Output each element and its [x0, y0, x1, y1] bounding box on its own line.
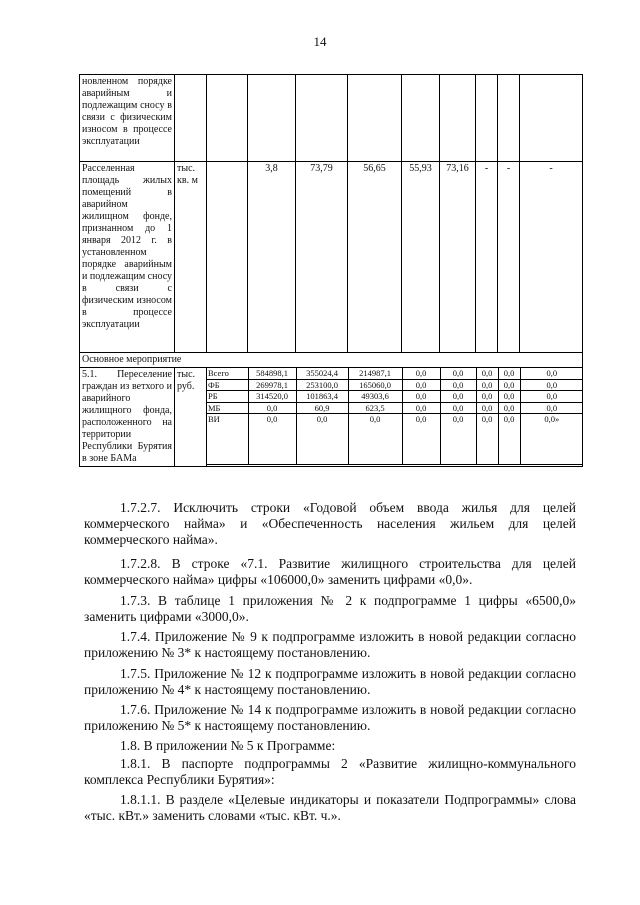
value-cell: 0,0	[402, 414, 440, 465]
funding-row	[207, 414, 583, 465]
value-cell: 0,0	[520, 391, 583, 403]
row-description: 5.1. Переселение граждан из ветхого и аварийного жилищного фонда, расположенного на территории Республики Бурятия в зоне БАМа	[80, 368, 175, 467]
table-row	[80, 162, 583, 353]
value-cell: 314520,0	[248, 391, 296, 403]
value-cell: 584898,1	[248, 368, 296, 379]
unit-cell: тыс. кв. м	[175, 162, 207, 353]
value-cell: 0,0	[440, 402, 476, 414]
page-number: 14	[313, 34, 327, 49]
value-cell: 0,0	[498, 414, 520, 465]
value-cell: 0,0	[402, 391, 440, 403]
paragraph: 1.7.2.8. В строке «7.1. Развитие жилищного строительства для целей коммерческого найма» цифры «106000,0» заменить цифрами «0,0».	[84, 556, 576, 587]
value-cell: 0,0	[520, 368, 583, 379]
value-cell: 73,16	[440, 162, 476, 353]
value-cell: 0,0	[296, 414, 348, 465]
paragraph: 1.7.6. Приложение № 14 к подпрограмме изложить в новой редакции согласно приложению № 5* к настоящему постановлению.	[84, 702, 576, 733]
value-cell: 0,0	[498, 402, 520, 414]
value-cell: 101863,4	[296, 391, 348, 403]
value-cell: 0,0	[520, 402, 583, 414]
funding-row	[207, 402, 583, 414]
value-cell: 0,0	[440, 391, 476, 403]
value-cell: 60,9	[296, 402, 348, 414]
funding-source-label: РБ	[207, 391, 248, 403]
paragraph: 1.8.1. В паспорте подпрограммы 2 «Развитие жилищно-коммунального комплекса Республики Бурятия»:	[84, 756, 576, 787]
funding-subtable	[207, 368, 583, 465]
value-cell: 0,0	[498, 368, 520, 379]
value-cell: 0,0	[520, 379, 583, 391]
value-cell: 0,0	[440, 368, 476, 379]
value-cell: 3,8	[248, 162, 296, 353]
value-cell: 0,0	[402, 379, 440, 391]
value-cell: 269978,1	[248, 379, 296, 391]
funding-source-label: Всего	[207, 368, 248, 379]
value-cell: -	[520, 162, 583, 353]
value-cell: 0,0	[476, 414, 498, 465]
unit-cell: тыс. руб.	[175, 368, 207, 467]
value-cell: -	[498, 162, 520, 353]
value-cell: 0,0	[440, 379, 476, 391]
value-cell: 56,65	[348, 162, 402, 353]
value-cell: 73,79	[296, 162, 348, 353]
value-cell: 214987,1	[348, 368, 402, 379]
value-cell: 0,0	[476, 391, 498, 403]
funding-source-label: ВИ	[207, 414, 248, 465]
value-cell: 49303,6	[348, 391, 402, 403]
value-cell: 0,0	[476, 368, 498, 379]
value-cell: 0,0	[498, 379, 520, 391]
value-cell: -	[476, 162, 498, 353]
value-cell: 0,0»	[520, 414, 583, 465]
row-description: Расселенная площадь жилых помещений в аварийном жилищном фонде, признанном до 1 января 2012 г. в установленном порядке аварийным и подлежащим сносу в связи с физическим износом в процессе эксплуатации	[80, 162, 175, 353]
funding-source-label: ФБ	[207, 379, 248, 391]
paragraph: 1.7.5. Приложение № 12 к подпрограмме изложить в новой редакции согласно приложению № 4* к настоящему постановлению.	[84, 666, 576, 697]
funding-row	[207, 379, 583, 391]
paragraph: 1.8. В приложении № 5 к Программе:	[120, 738, 336, 753]
value-cell: 0,0	[402, 402, 440, 414]
value-cell: 253100,0	[296, 379, 348, 391]
row-description: новленном порядке аварийным и подлежащим сносу в связи с физическим износом в процессе эксплуатации	[80, 75, 175, 162]
paragraph: 1.7.2.7. Исключить строки «Годовой объем ввода жилья для целей коммерческого найма» и «Обеспеченность населения жильем для целей коммерческого найма».	[84, 500, 576, 547]
indicators-table	[79, 74, 583, 467]
value-cell: 355024,4	[296, 368, 348, 379]
value-cell: 0,0	[248, 402, 296, 414]
section-heading: Основное мероприятие	[80, 353, 583, 368]
value-cell: 0,0	[476, 379, 498, 391]
value-cell: 165060,0	[348, 379, 402, 391]
table-row	[80, 368, 583, 467]
value-cell: 0,0	[498, 391, 520, 403]
paragraph: 1.7.4. Приложение № 9 к подпрограмме изложить в новой редакции согласно приложению № 3* к настоящему постановлению.	[84, 629, 576, 660]
table-row	[80, 353, 583, 368]
paragraph: 1.8.1.1. В разделе «Целевые индикаторы и показатели Подпрограммы» слова «тыс. кВт.» заменить словами «тыс. кВт. ч.».	[84, 792, 576, 823]
value-cell: 0,0	[248, 414, 296, 465]
paragraph: 1.7.3. В таблице 1 приложения № 2 к подпрограмме 1 цифры «6500,0» заменить цифрами «3000,0».	[84, 593, 576, 624]
value-cell: 0,0	[440, 414, 476, 465]
table-row	[80, 75, 583, 162]
funding-subtable-cell	[207, 368, 583, 467]
value-cell: 55,93	[402, 162, 440, 353]
funding-source-label: МБ	[207, 402, 248, 414]
value-cell: 0,0	[402, 368, 440, 379]
funding-row	[207, 391, 583, 403]
value-cell: 0,0	[348, 414, 402, 465]
value-cell: 623,5	[348, 402, 402, 414]
value-cell: 0,0	[476, 402, 498, 414]
funding-row	[207, 368, 583, 379]
